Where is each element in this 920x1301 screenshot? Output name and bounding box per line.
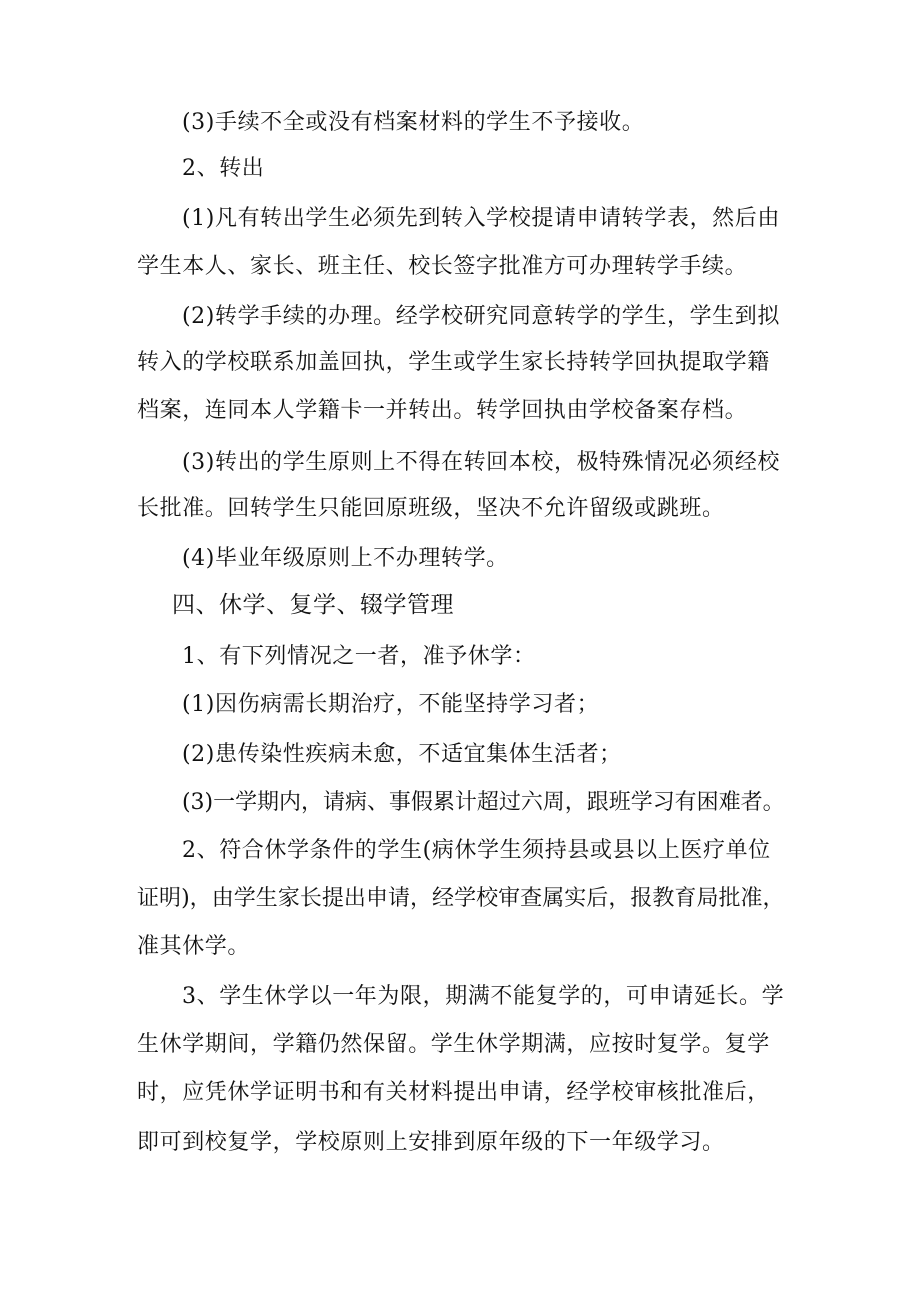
paragraph-line: 档案，连同本人学籍卡一并转出。转学回执由学校备案存档。 xyxy=(137,398,748,423)
paragraph-line: 长批准。回转学生只能回原班级，坚决不允许留级或跳班。 xyxy=(137,496,725,521)
section-heading: 2、转出 xyxy=(182,156,265,181)
paragraph-line: 学生本人、家长、班主任、校长签字批准方可办理转学手续。 xyxy=(137,254,748,279)
paragraph-line: 准其休学。 xyxy=(137,934,251,959)
section-heading: 四、休学、复学、辍学管理 xyxy=(172,592,454,618)
paragraph-line: 1、有下列情况之一者，准予休学： xyxy=(182,644,536,669)
paragraph-line: (4)毕业年级原则上不办理转学。 xyxy=(182,546,509,571)
paragraph-line: 2、符合休学条件的学生(病休学生须持县或县以上医疗单位 xyxy=(182,838,771,863)
paragraph-line: 生休学期间，学籍仍然保留。学生休学期满，应按时复学。复学 xyxy=(137,1032,770,1057)
paragraph-line: 即可到校复学，学校原则上安排到原年级的下一年级学习。 xyxy=(137,1130,725,1155)
paragraph-line: (3)一学期内，请病、事假累计超过六周，跟班学习有困难者。 xyxy=(182,790,785,815)
paragraph-line: (1)凡有转出学生必须先到转入学校提请申请转学表，然后由 xyxy=(182,206,780,231)
paragraph-line: (3)转出的学生原则上不得在转回本校，极特殊情况必须经校 xyxy=(182,450,780,475)
paragraph-line: (1)因伤病需长期治疗，不能坚持学习者； xyxy=(182,692,600,717)
paragraph-line: (2)转学手续的办理。经学校研究同意转学的学生，学生到拟 xyxy=(182,304,780,329)
paragraph-line: 3、学生休学以一年为限，期满不能复学的，可申请延长。学 xyxy=(182,984,785,1009)
paragraph-line: 时，应凭休学证明书和有关材料提出申请，经学校审核批准后， xyxy=(137,1080,770,1105)
paragraph-line: 证明)，由学生家长提出申请，经学校审查属实后，报教育局批准， xyxy=(137,886,785,911)
paragraph-line: 转入的学校联系加盖回执，学生或学生家长持转学回执提取学籍 xyxy=(137,350,770,375)
paragraph-line: (2)患传染性疾病未愈，不适宜集体生活者； xyxy=(182,742,622,767)
paragraph-line: (3)手续不全或没有档案材料的学生不予接收。 xyxy=(182,110,645,135)
